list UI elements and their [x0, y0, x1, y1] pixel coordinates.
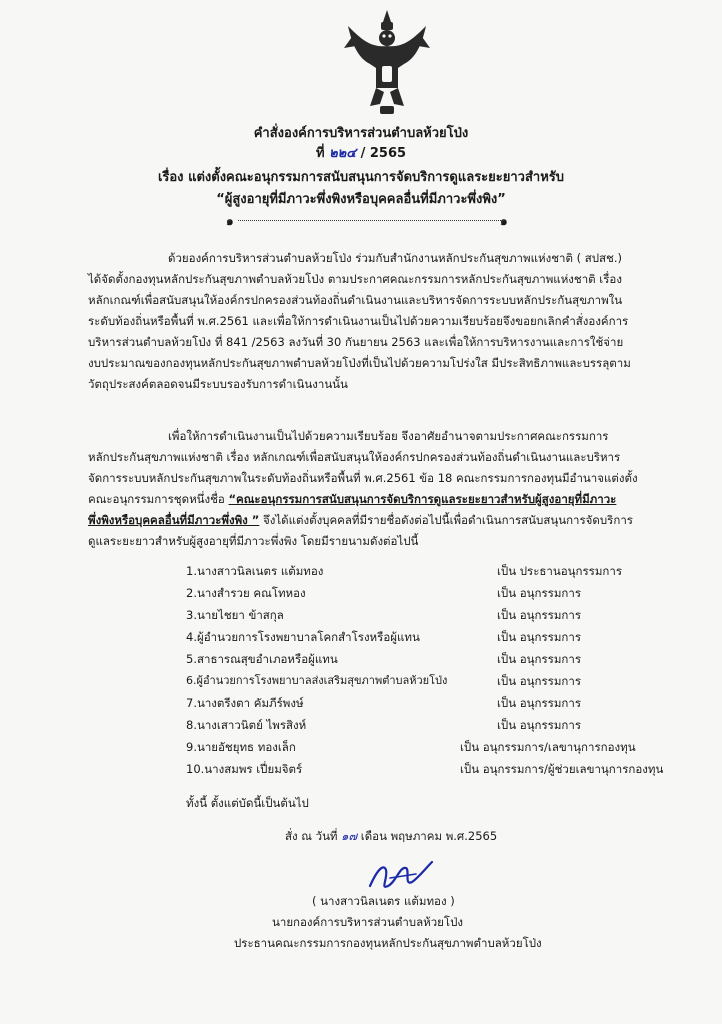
- para1-line: งบประมาณของกองทุนหลักประกันสุขภาพตำบลห้วยโป่งที่เป็นไปด้วยความโปร่งใส มีประสิทธิภาพและบรรลุตาม: [88, 356, 631, 370]
- order-number-handwritten: ๒๒๔: [329, 146, 357, 161]
- member-role: เป็น อนุกรรมการ: [497, 630, 582, 644]
- member-role: เป็น อนุกรรมการ/ผู้ช่วยเลขานุการกองทุน: [460, 762, 664, 776]
- divider-mark-left: ๑: [226, 214, 234, 228]
- member-role: เป็น อนุกรรมการ: [497, 696, 582, 710]
- para1-line: บริหารส่วนตำบลห้วยโป่ง ที่ 841 /2563 ลงวันที่ 30 กันยายน 2563 และเพื่อให้การบริหารงานและการใช้จ่าย: [88, 335, 624, 349]
- para1-line: วัตถุประสงค์ตลอดจนมีระบบรองรับการดำเนินงานนั้น: [88, 377, 348, 391]
- member-name: 9.นายอัชยุทธ ทองเล็ก: [186, 740, 296, 754]
- divider-rule: [238, 220, 503, 221]
- member-name: 5.สาธารณสุขอำเภอหรือผู้แทน: [186, 652, 338, 666]
- para2-line5-post: จึงได้แต่งตั้งบุคคลที่มีรายชื่อดังต่อไปนี้เพื่อดำเนินการสนับสนุนการจัดบริการ: [263, 513, 633, 527]
- signed-day-handwritten: ๑๗: [341, 829, 358, 843]
- subject-text-1: แต่งตั้งคณะอนุกรรมการสนับสนุนการจัดบริการดูแลระยะยาวสำหรับ: [188, 170, 565, 185]
- committee-name-part-2: พึ่งพิงหรือบุคคลอื่นที่มีภาวะพึ่งพิง ”: [88, 513, 260, 527]
- subject-line-2: “ผู้สูงอายุที่มีภาวะพึ่งพิงหรือบุคคลอื่นที่มีภาวะพึ่งพิง”: [216, 192, 506, 207]
- member-name: 8.นางเสาวนิตย์ ไพรสิงห์: [186, 718, 307, 732]
- signatory-title-2: ประธานคณะกรรมการกองทุนหลักประกันสุขภาพตำบลห้วยโป่ง: [234, 936, 542, 950]
- member-name: 4.ผู้อำนวยการโรงพยาบาลโคกสำโรงหรือผู้แทน: [186, 630, 420, 644]
- member-role: เป็น อนุกรรมการ: [497, 674, 582, 688]
- member-name: 7.นางตรีงตา คัมภีร์พงษ์: [186, 696, 304, 710]
- order-number: [0, 142, 722, 163]
- signed-date-post: เดือน พฤษภาคม พ.ศ.2565: [360, 829, 498, 843]
- para2-line: [88, 491, 616, 507]
- member-role: เป็น ประธานอนุกรรมการ: [497, 564, 623, 578]
- garuda-emblem-icon: [340, 8, 434, 118]
- member-name: 2.นางสำรวย คณโทหอง: [186, 586, 306, 600]
- order-number-prefix: ที่: [315, 146, 325, 161]
- member-name: 1.นางสาวนิลเนตร แต้มทอง: [186, 564, 324, 578]
- order-number-suffix: / 2565: [360, 146, 407, 161]
- handwritten-signature-icon: [360, 856, 440, 896]
- order-title: คำสั่งองค์การบริหารส่วนตำบลห้วยโป่ง: [253, 126, 469, 141]
- member-name: 6.ผู้อำนวยการโรงพยาบาลส่งเสริมสุขภาพตำบลห้วยโป่ง: [186, 674, 448, 687]
- para2-line4-pre: คณะอนุกรรมการชุดหนึ่งชื่อ: [88, 492, 225, 506]
- member-role: เป็น อนุกรรมการ/เลขานุการกองทุน: [460, 740, 636, 754]
- signed-date-pre: สั่ง ณ วันที่: [285, 829, 338, 843]
- para1-line: ได้จัดตั้งกองทุนหลักประกันสุขภาพตำบลห้วยโป่ง ตามประกาศคณะกรรมการหลักประกันสุขภาพแห่งชาติ เรื่อง: [88, 272, 622, 286]
- subject-label: เรื่อง: [157, 170, 184, 185]
- para2-line: จัดการระบบหลักประกันสุขภาพในระดับท้องถิ่นหรือพื้นที่ พ.ศ.2561 ข้อ 18 คณะกรรมการกองทุนมีอำนาจแต่งตั้ง: [88, 471, 638, 485]
- para1-line: ด้วยองค์การบริหารส่วนตำบลห้วยโป่ง ร่วมกับสำนักงานหลักประกันสุขภาพแห่งชาติ ( สปสช.): [168, 251, 623, 265]
- committee-name-part-1: “คณะอนุกรรมการสนับสนุนการจัดบริการดูแลระยะยาวสำหรับผู้สูงอายุที่มีภาวะ: [228, 492, 617, 506]
- para1-line: หลักเกณฑ์เพื่อสนับสนุนให้องค์กรปกครองส่วนท้องถิ่นดำเนินงานและบริหารจัดการระบบหลักประกันสุขภาพใน: [88, 293, 623, 307]
- subject-line-1: [0, 166, 722, 187]
- member-name: 3.นายไชยา ข้าสกุล: [186, 608, 284, 622]
- para2-line: [88, 512, 633, 528]
- member-role: เป็น อนุกรรมการ: [497, 652, 582, 666]
- para2-line: ดูแลระยะยาวสำหรับผู้สูงอายุที่มีภาวะพึ่งพิง โดยมีรายนามดังต่อไปนี้: [88, 534, 419, 548]
- member-role: เป็น อนุกรรมการ: [497, 718, 582, 732]
- effective-statement: ทั้งนี้ ตั้งแต่บัดนี้เป็นต้นไป: [186, 796, 309, 810]
- member-name: 10.นางสมพร เปี่ยมจิตร์: [186, 762, 303, 776]
- member-role: เป็น อนุกรรมการ: [497, 608, 582, 622]
- para2-line: หลักประกันสุขภาพแห่งชาติ เรื่อง หลักเกณฑ์เพื่อสนับสนุนให้องค์กรปกครองส่วนท้องถิ่นดำเนินงานและบริหาร: [88, 450, 621, 464]
- signed-date: [285, 828, 497, 844]
- para1-line: ระดับท้องถิ่นหรือพื้นที่ พ.ศ.2561 และเพื่อให้การดำเนินงานเป็นไปด้วยความเรียบร้อยจึงขอยกเลิกคำสั่งองค์การ: [88, 314, 629, 328]
- para2-line: เพื่อให้การดำเนินงานเป็นไปด้วยความเรียบร้อย จึงอาศัยอำนาจตามประกาศคณะกรรมการ: [168, 429, 609, 443]
- member-role: เป็น อนุกรรมการ: [497, 586, 582, 600]
- signatory-title-1: นายกองค์การบริหารส่วนตำบลห้วยโป่ง: [272, 915, 464, 929]
- signatory-name: ( นางสาวนิลเนตร แต้มทอง ): [312, 894, 455, 908]
- divider-mark-right: ๑: [500, 214, 508, 228]
